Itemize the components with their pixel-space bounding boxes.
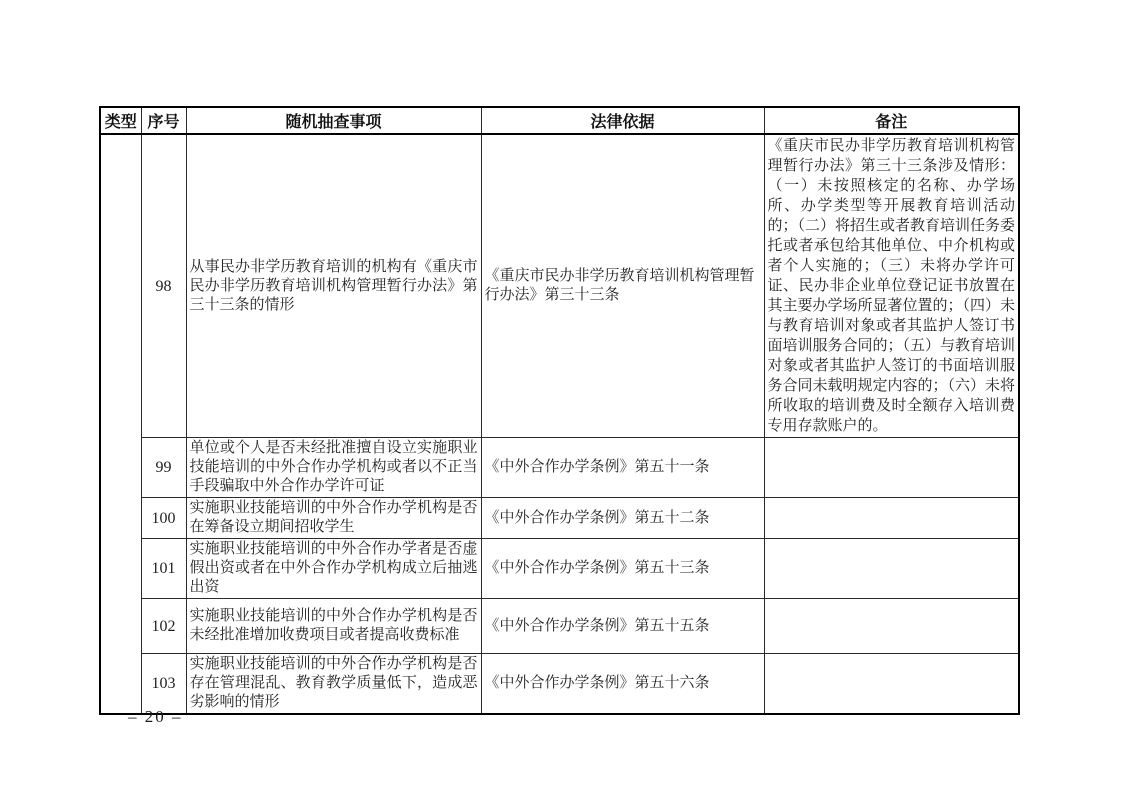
cell-serial: 100 <box>141 498 186 539</box>
cell-serial: 103 <box>141 654 186 715</box>
table-row <box>100 539 1019 599</box>
cell-serial: 102 <box>141 599 186 654</box>
cell-item: 实施职业技能培训的中外合作办学机构是否在筹备设立期间招收学生 <box>186 498 481 539</box>
cell-legal-basis: 《中外合作办学条例》第五十二条 <box>481 498 764 539</box>
cell-remark <box>764 599 1019 654</box>
table-header-row <box>100 107 1019 134</box>
cell-legal-basis: 《中外合作办学条例》第五十一条 <box>481 438 764 498</box>
cell-remark <box>764 498 1019 539</box>
cell-legal-basis: 《中外合作办学条例》第五十三条 <box>481 539 764 599</box>
col-header-type: 类型 <box>100 107 141 134</box>
inspection-items-table <box>99 106 1020 715</box>
page-number: – 20 – <box>128 707 183 726</box>
col-header-serial: 序号 <box>141 107 186 134</box>
cell-legal-basis: 《重庆市民办非学历教育培训机构管理暂行办法》第三十三条 <box>481 134 764 438</box>
cell-item: 单位或个人是否未经批准擅自设立实施职业技能培训的中外合作办学机构或者以不正当手段骗取中外合作办学许可证 <box>186 438 481 498</box>
col-header-item: 随机抽查事项 <box>186 107 481 134</box>
cell-item: 实施职业技能培训的中外合作办学机构是否存在管理混乱、教育教学质量低下，造成恶劣影响的情形 <box>186 654 481 715</box>
table-row <box>100 438 1019 498</box>
cell-remark <box>764 539 1019 599</box>
table-row <box>100 134 1019 438</box>
col-header-legal-basis: 法律依据 <box>481 107 764 134</box>
cell-serial: 99 <box>141 438 186 498</box>
cell-serial: 101 <box>141 539 186 599</box>
cell-serial: 98 <box>141 134 186 438</box>
cell-type-merged <box>100 134 141 714</box>
cell-item: 实施职业技能培训的中外合作办学者是否虚假出资或者在中外合作办学机构成立后抽逃出资 <box>186 539 481 599</box>
cell-legal-basis: 《中外合作办学条例》第五十五条 <box>481 599 764 654</box>
cell-item: 从事民办非学历教育培训的机构有《重庆市民办非学历教育培训机构管理暂行办法》第三十三条的情形 <box>186 134 481 438</box>
cell-legal-basis: 《中外合作办学条例》第五十六条 <box>481 654 764 715</box>
cell-remark <box>764 654 1019 715</box>
cell-remark: 《重庆市民办非学历教育培训机构管理暂行办法》第三十三条涉及情形：（一）未按照核定的名称、办学场所、办学类型等开展教育培训活动的；（二）将招生或者教育培训任务委托或者承包给其他单位、中介机构或者个人实施的；（三）未将办学许可证、民办非企业单位登记证书放置在其主要办学场所显著位置的；（四）未与教育培训对象或者其监护人签订书面培训服务合同的；（五）与教育培训对象或者其监护人签订的书面培训服务合同未载明规定内容的；（六）未将所收取的培训费及时全额存入培训费专用存款账户的。 <box>764 134 1019 438</box>
table-row <box>100 599 1019 654</box>
col-header-remark: 备注 <box>764 107 1019 134</box>
cell-remark <box>764 438 1019 498</box>
table-row <box>100 654 1019 715</box>
table-row <box>100 498 1019 539</box>
cell-item: 实施职业技能培训的中外合作办学机构是否未经批准增加收费项目或者提高收费标准 <box>186 599 481 654</box>
